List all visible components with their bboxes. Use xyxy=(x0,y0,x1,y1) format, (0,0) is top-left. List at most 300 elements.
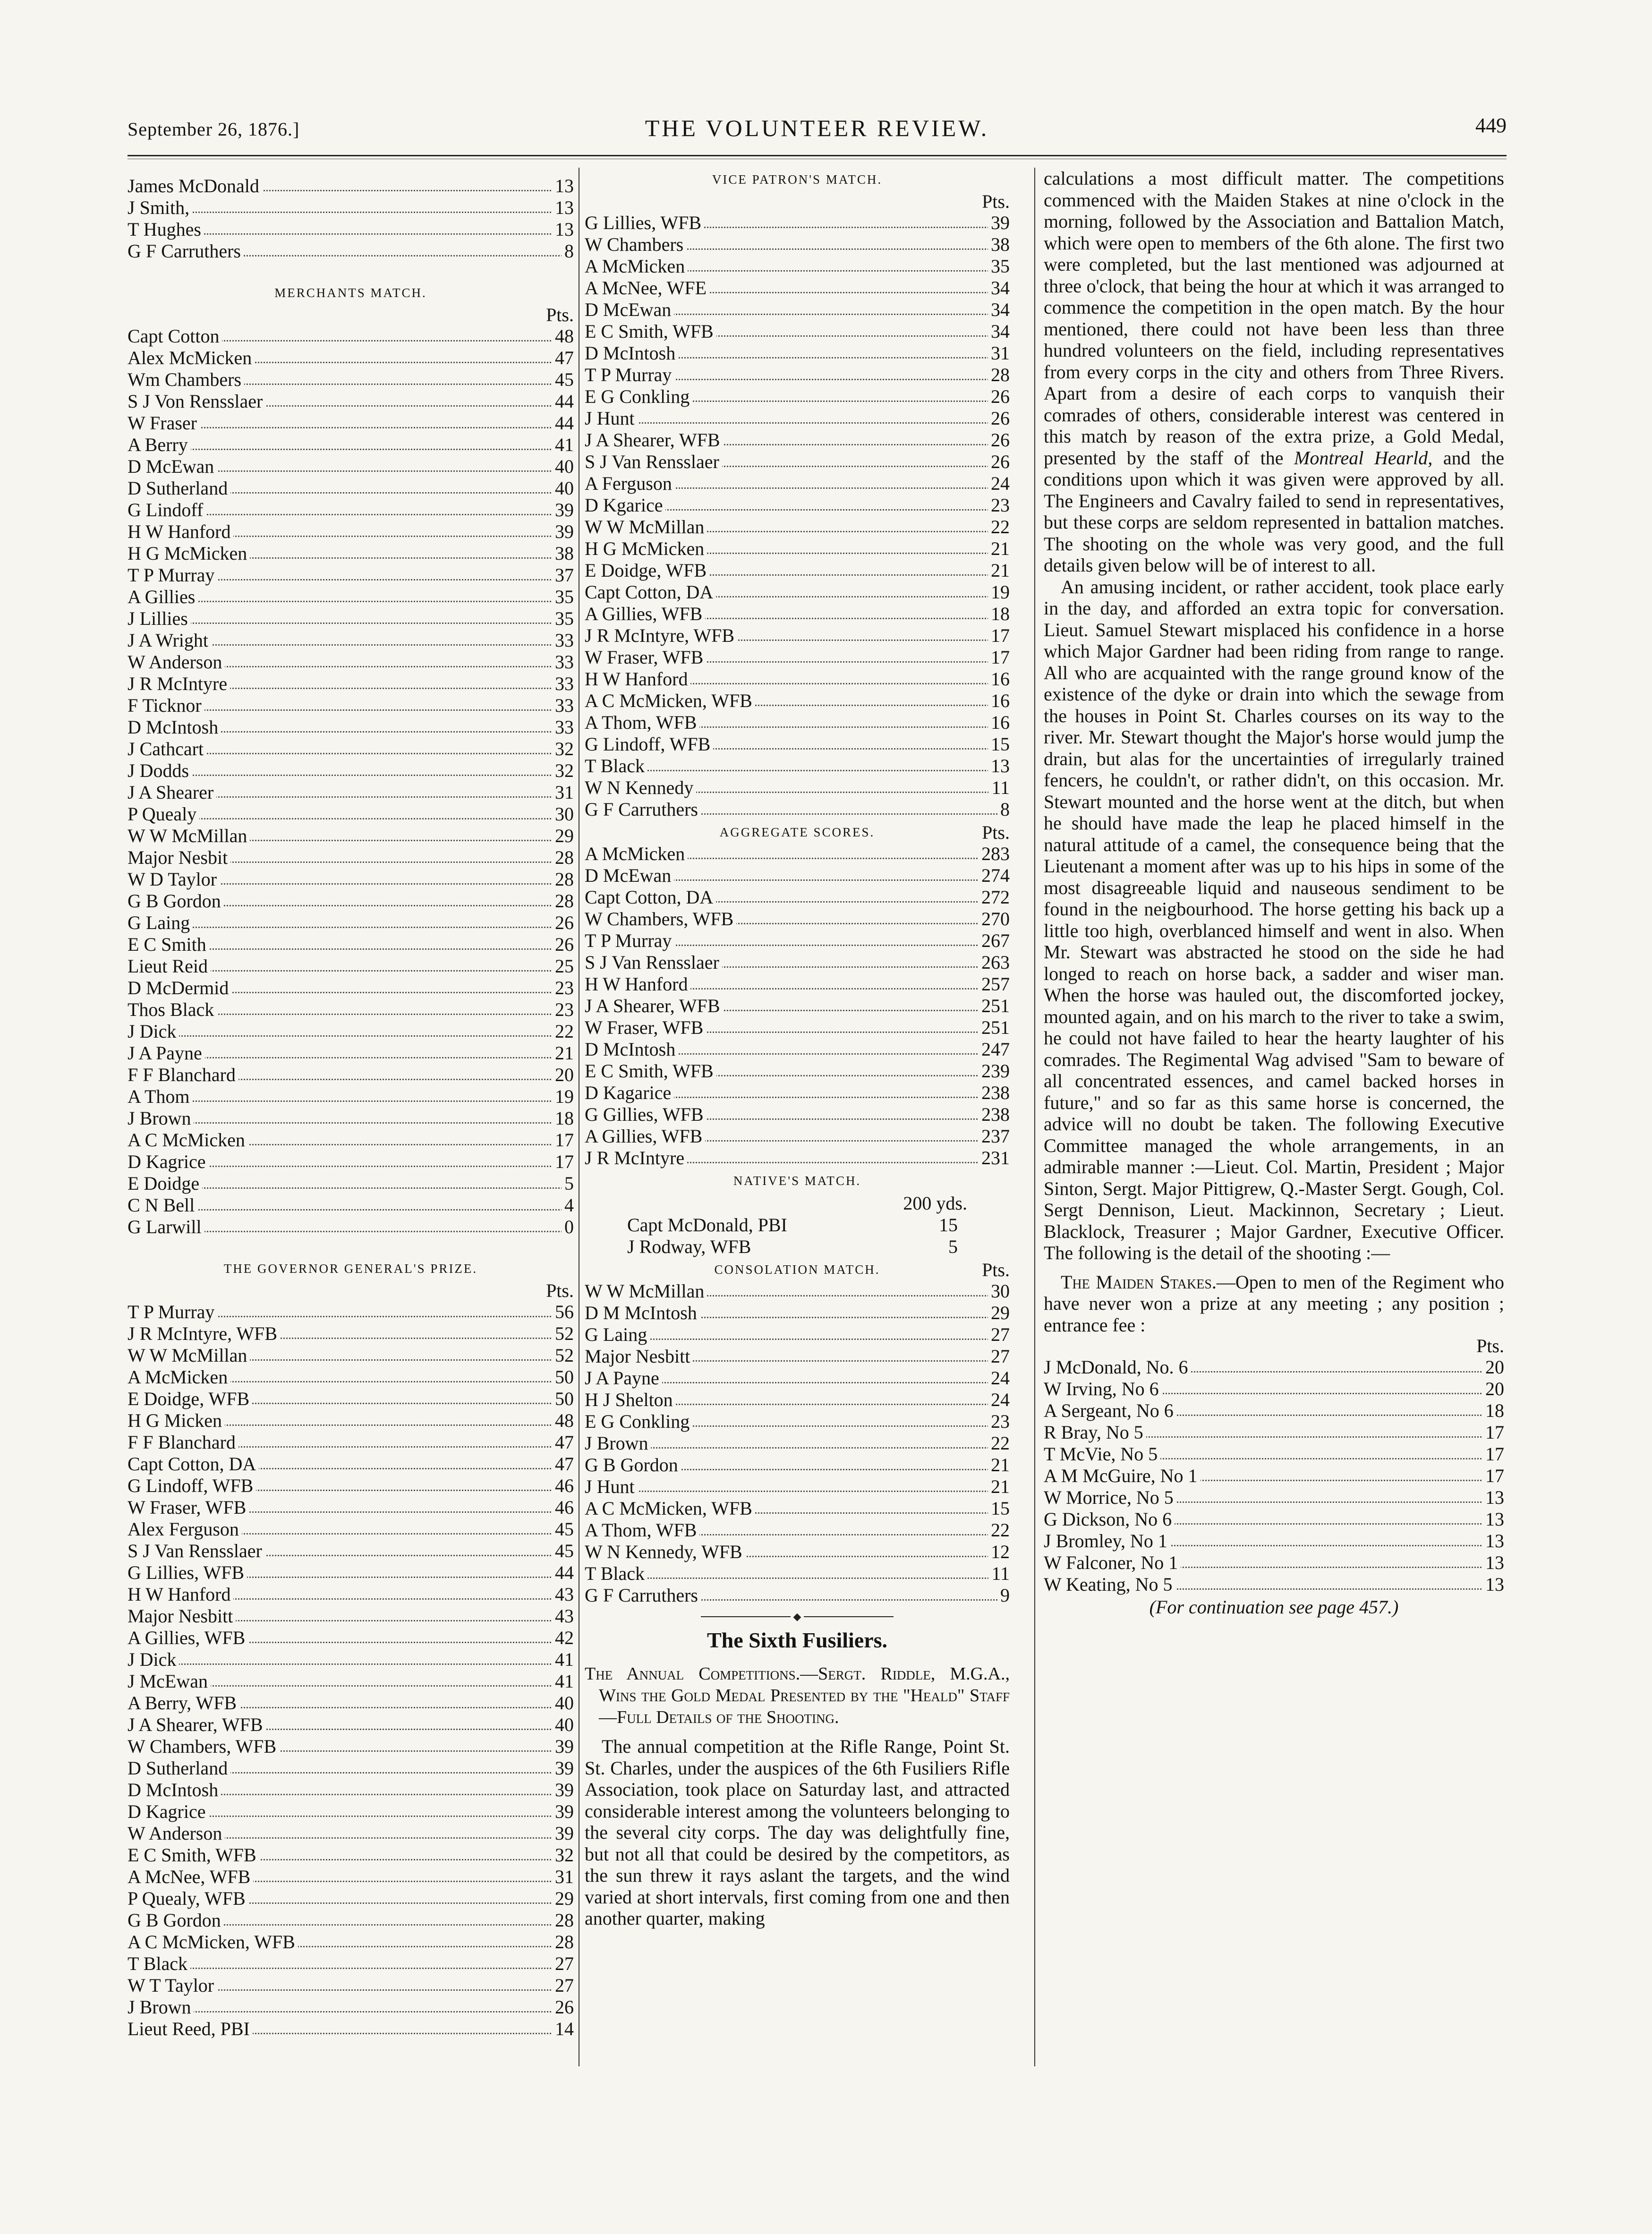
points-value: 34 xyxy=(988,321,1010,342)
score-row xyxy=(585,777,1010,799)
publication-title: THE VOLUNTEER REVIEW. xyxy=(645,115,989,141)
competitor-name: W Fraser, WFB xyxy=(585,1017,706,1038)
points-value: 20 xyxy=(1482,1378,1504,1400)
points-value: 263 xyxy=(979,952,1010,973)
score-row xyxy=(128,608,574,630)
points-value: 40 xyxy=(552,477,574,499)
score-row xyxy=(585,1389,1010,1411)
competitor-name: T P Murray xyxy=(128,564,217,586)
governor-generals-prize-table xyxy=(128,1301,574,2040)
governor-generals-prize-title: THE GOVERNOR GENERAL'S PRIZE. xyxy=(223,1262,478,1276)
score-row xyxy=(585,321,1010,342)
points-value: 238 xyxy=(979,1104,1010,1126)
score-row xyxy=(128,1323,574,1345)
competitor-name: Capt Cotton, DA xyxy=(585,581,716,603)
points-value: 35 xyxy=(988,256,1010,277)
column-right xyxy=(1044,168,1504,1619)
competitor-name: G Lindoff, WFB xyxy=(128,1475,256,1496)
score-row xyxy=(128,912,574,934)
score-row xyxy=(128,1953,574,1975)
points-value: 16 xyxy=(988,690,1010,712)
score-row xyxy=(128,240,574,262)
page-header xyxy=(128,114,1507,146)
score-row xyxy=(585,386,1010,408)
competitor-name: J A Wright xyxy=(128,630,211,651)
competitor-name: A Gillies, WFB xyxy=(128,1627,248,1648)
competitor-name: D McIntosh xyxy=(128,1779,221,1800)
score-row xyxy=(585,995,1010,1017)
competitor-name: D M McIntosh xyxy=(585,1302,700,1323)
points-header: Pts. xyxy=(1476,1335,1504,1356)
competitor-name: F F Blanchard xyxy=(128,1432,238,1453)
points-value: 46 xyxy=(552,1497,574,1518)
competitor-name: Major Nesbit xyxy=(128,847,230,868)
competitor-name: A Berry xyxy=(128,434,191,455)
score-row xyxy=(128,521,574,543)
competitor-name: G B Gordon xyxy=(128,1910,224,1931)
score-row xyxy=(128,456,574,477)
points-value: 22 xyxy=(988,516,1010,538)
competitor-name: J Brown xyxy=(128,1996,194,2018)
score-row xyxy=(128,1216,574,1238)
competitor-name: T P Murray xyxy=(585,364,674,385)
points-value: 43 xyxy=(552,1605,574,1627)
score-row xyxy=(585,1280,1010,1302)
score-row xyxy=(128,1714,574,1736)
points-value: 13 xyxy=(552,197,574,219)
points-value: 47 xyxy=(552,1432,574,1453)
score-row xyxy=(585,473,1010,495)
points-value: 24 xyxy=(988,1367,1010,1389)
competitor-name: G Laing xyxy=(128,912,193,933)
competitor-name: T Black xyxy=(585,755,647,776)
competitor-name: E Doidge, WFB xyxy=(128,1388,252,1409)
competitor-name: J R McIntyre xyxy=(128,673,230,694)
section-divider: ◆ xyxy=(585,1606,1010,1625)
points-value: 272 xyxy=(979,887,1010,908)
competitor-name: A Gillies xyxy=(128,586,198,607)
score-row xyxy=(128,1173,574,1194)
score-row xyxy=(585,538,1010,560)
competitor-name: W W McMillan xyxy=(128,825,250,846)
score-row xyxy=(585,1324,1010,1346)
competitor-name: D McIntosh xyxy=(128,716,221,738)
score-row xyxy=(585,560,1010,581)
competitor-name: Major Nesbitt xyxy=(128,1605,236,1627)
competitor-name: E Doidge xyxy=(128,1173,202,1194)
score-row xyxy=(585,1541,1010,1563)
points-value: 35 xyxy=(552,586,574,608)
competitor-name: T Black xyxy=(128,1953,190,1974)
score-row xyxy=(128,586,574,608)
competitor-name: J Lillies xyxy=(128,608,191,629)
points-value: 46 xyxy=(552,1475,574,1497)
competitor-name: H W Hanford xyxy=(128,1584,233,1605)
score-row xyxy=(585,1585,1010,1606)
score-row xyxy=(128,1584,574,1605)
points-value: 13 xyxy=(1482,1530,1504,1552)
points-value: 42 xyxy=(552,1627,574,1649)
score-row xyxy=(128,543,574,564)
points-value: 251 xyxy=(979,995,1010,1017)
score-row xyxy=(1044,1509,1504,1530)
score-row xyxy=(585,1346,1010,1367)
points-value: 5 xyxy=(562,1173,574,1194)
competitor-name: J Brown xyxy=(128,1108,194,1129)
points-value: 29 xyxy=(552,1888,574,1910)
competitor-name: D McIntosh xyxy=(585,1039,678,1060)
competitor-name: F F Blanchard xyxy=(128,1064,238,1085)
competitor-name: T P Murray xyxy=(585,930,674,951)
score-row xyxy=(585,516,1010,538)
competitor-name: J Brown xyxy=(585,1432,651,1454)
competitor-name: W Anderson xyxy=(128,651,225,673)
score-row xyxy=(1044,1356,1504,1378)
points-value: 19 xyxy=(552,1086,574,1108)
score-row xyxy=(128,1453,574,1475)
competitor-name: Lieut Reid xyxy=(128,955,211,977)
score-row xyxy=(128,738,574,760)
competitor-name: D Kagrice xyxy=(128,1801,208,1822)
competitor-name: J A Shearer, WFB xyxy=(585,429,723,451)
competitor-name: G B Gordon xyxy=(128,890,224,912)
competitor-name: G Lindoff, WFB xyxy=(585,733,713,755)
points-value: 41 xyxy=(552,1649,574,1671)
score-row xyxy=(585,256,1010,277)
competitor-name: S J Van Rensslaer xyxy=(585,451,722,472)
points-value: 32 xyxy=(552,738,574,760)
points-value: 237 xyxy=(979,1126,1010,1147)
competitor-name: D McIntosh xyxy=(585,342,678,364)
score-row xyxy=(128,999,574,1021)
competitor-name: H W Hanford xyxy=(585,973,690,995)
points-header: Pts. xyxy=(546,304,574,325)
score-row xyxy=(585,1476,1010,1498)
competitor-name: E C Smith, WFB xyxy=(128,1844,259,1866)
points-value: 12 xyxy=(988,1541,1010,1563)
competitor-name: Major Nesbitt xyxy=(585,1346,693,1367)
points-value: 28 xyxy=(552,869,574,890)
score-row xyxy=(585,364,1010,386)
points-value: 24 xyxy=(988,473,1010,495)
points-value: 26 xyxy=(988,451,1010,473)
consolation-match-table xyxy=(585,1280,1010,1606)
competitor-name: S J Von Rensslaer xyxy=(128,391,265,412)
competitor-name: J R McIntyre xyxy=(585,1147,687,1168)
competitor-name: D Kagarice xyxy=(585,1082,674,1103)
maiden-stakes-table xyxy=(1044,1356,1504,1595)
score-row xyxy=(128,1996,574,2018)
vice-patrons-match-table xyxy=(585,212,1010,820)
newspaper-name: Montreal Hearld, xyxy=(1294,447,1433,469)
points-value: 17 xyxy=(1482,1443,1504,1465)
score-row xyxy=(585,690,1010,712)
score-row xyxy=(1044,1574,1504,1595)
competitor-name: J R McIntyre, WFB xyxy=(585,625,737,646)
score-row xyxy=(128,1605,574,1627)
points-value: 9 xyxy=(997,1585,1010,1606)
consolation-match-title: CONSOLATION MATCH. xyxy=(714,1262,880,1277)
points-value: 283 xyxy=(979,843,1010,865)
points-value: 13 xyxy=(1482,1509,1504,1530)
competitor-name: J A Shearer, WFB xyxy=(585,995,723,1016)
competitor-name: Capt Cotton xyxy=(128,325,222,347)
score-row xyxy=(1044,1530,1504,1552)
score-row xyxy=(585,603,1010,625)
points-value: 34 xyxy=(988,277,1010,299)
score-row xyxy=(128,434,574,456)
competitor-name: A C McMicken, WFB xyxy=(128,1931,298,1953)
points-value: 251 xyxy=(979,1017,1010,1039)
competitor-name: J Dodds xyxy=(128,760,192,781)
competitor-name: E G Conkling xyxy=(585,386,692,407)
competitor-name: W N Kennedy xyxy=(585,777,696,798)
competitor-name: W W McMillan xyxy=(585,1280,707,1302)
points-value: 26 xyxy=(988,386,1010,408)
competitor-name: A Berry, WFB xyxy=(128,1692,239,1714)
competitor-name: Wm Chambers xyxy=(128,369,244,390)
vice-patrons-match-title: VICE PATRON'S MATCH. xyxy=(712,172,883,187)
points-value: 44 xyxy=(552,391,574,412)
competitor-name: G Lillies, WFB xyxy=(128,1562,247,1583)
score-row xyxy=(128,1366,574,1388)
score-row xyxy=(1044,1465,1504,1487)
competitor-name: W Fraser xyxy=(128,412,200,434)
competitor-name: J Bromley, No 1 xyxy=(1044,1530,1170,1552)
score-row xyxy=(128,1888,574,1910)
competitor-name: C N Bell xyxy=(128,1194,197,1216)
competitor-name: E C Smith, WFB xyxy=(585,321,716,342)
points-value: 239 xyxy=(979,1060,1010,1082)
points-value: 39 xyxy=(552,521,574,543)
score-row xyxy=(585,930,1010,952)
score-row xyxy=(128,1540,574,1562)
score-row xyxy=(128,1129,574,1151)
points-value: 20 xyxy=(552,1064,574,1086)
score-row xyxy=(585,755,1010,777)
competitor-name: E C Smith, WFB xyxy=(585,1060,716,1082)
competitor-name: T McVie, No 5 xyxy=(1044,1443,1160,1465)
points-value: 13 xyxy=(552,219,574,240)
competitor-name: F Ticknor xyxy=(128,695,204,716)
points-value: 39 xyxy=(552,1823,574,1844)
points-value: 28 xyxy=(552,1931,574,1953)
points-value: 28 xyxy=(988,364,1010,386)
points-value: 29 xyxy=(988,1302,1010,1324)
score-row xyxy=(128,1975,574,1996)
score-row xyxy=(585,1236,1010,1258)
score-row xyxy=(128,325,574,347)
points-header: Pts. xyxy=(982,822,1010,843)
score-row xyxy=(128,1757,574,1779)
competitor-name: H W Hanford xyxy=(585,668,690,690)
score-row xyxy=(585,973,1010,995)
competitor-name: T P Murray xyxy=(128,1301,217,1322)
points-value: 27 xyxy=(552,1953,574,1975)
points-value: 17 xyxy=(988,647,1010,668)
score-row xyxy=(128,1518,574,1540)
score-row xyxy=(585,1454,1010,1476)
score-row xyxy=(1044,1422,1504,1443)
points-value: 40 xyxy=(552,1692,574,1714)
points-value: 11 xyxy=(988,777,1010,799)
maiden-stakes-intro xyxy=(1044,1271,1504,1336)
score-row xyxy=(585,865,1010,887)
points-value: 18 xyxy=(552,1108,574,1129)
score-row xyxy=(128,219,574,240)
points-value: 27 xyxy=(988,1324,1010,1346)
competitor-name: G Lillies, WFB xyxy=(585,212,704,233)
score-row xyxy=(128,1692,574,1714)
competitor-name: J A Shearer xyxy=(128,782,216,803)
score-row xyxy=(128,347,574,369)
points-value: 50 xyxy=(552,1388,574,1410)
competitor-name: R Bray, No 5 xyxy=(1044,1422,1146,1443)
points-value: 21 xyxy=(988,538,1010,560)
competitor-name: A Sergeant, No 6 xyxy=(1044,1400,1176,1421)
maiden-stakes-text: —Open to men of the Regiment who have never won a prize at any meeting ; any position ; entrance fee : xyxy=(1044,1271,1504,1336)
score-row xyxy=(585,299,1010,321)
points-value: 30 xyxy=(988,1280,1010,1302)
competitor-name: J A Payne xyxy=(585,1367,662,1389)
score-row xyxy=(128,847,574,869)
points-value: 50 xyxy=(552,1366,574,1388)
score-row xyxy=(128,977,574,999)
points-value: 33 xyxy=(552,716,574,738)
competitor-name: D Kagrice xyxy=(128,1151,208,1172)
score-row xyxy=(128,1627,574,1649)
competitor-name: A McMicken xyxy=(585,256,688,277)
score-row xyxy=(585,1104,1010,1126)
score-row xyxy=(585,581,1010,603)
points-value: 238 xyxy=(979,1082,1010,1104)
competitor-name: D McEwan xyxy=(585,299,674,320)
points-value: 15 xyxy=(988,733,1010,755)
competitor-name: J Dick xyxy=(128,1649,179,1670)
competitor-name: J Dick xyxy=(128,1021,179,1042)
competitor-name: W Irving, No 6 xyxy=(1044,1378,1162,1399)
range-label: 200 yds. xyxy=(903,1193,967,1214)
competitor-name: T Hughes xyxy=(128,219,204,240)
aggregate-scores-title: AGGREGATE SCORES. xyxy=(719,825,875,839)
score-row xyxy=(128,1042,574,1064)
competitor-name: J McDonald, No. 6 xyxy=(1044,1356,1191,1378)
competitor-name: J Hunt xyxy=(585,1476,638,1497)
points-value: 24 xyxy=(988,1389,1010,1411)
points-value: 33 xyxy=(552,651,574,673)
points-value: 31 xyxy=(552,782,574,803)
points-value: 16 xyxy=(988,712,1010,733)
points-value: 39 xyxy=(552,1757,574,1779)
score-row xyxy=(128,1823,574,1844)
competitor-name: W Keating, No 5 xyxy=(1044,1574,1175,1595)
article-paragraph: The annual competition at the Rifle Range, Point St. St. Charles, under the auspices of the 6th Fusiliers Rifle Association, took place on Saturday last, and attracted considerable interest among the volunteers belonging to the several city corps. The day was delightfully fine, but not all that could be desired by the competitors, as the sun threw it rays aslant the targets, and the wind varied at short intervals, first coming from one and then another quarter, making xyxy=(585,1736,1010,1929)
competitor-name: A McMicken xyxy=(128,1366,230,1388)
points-value: 257 xyxy=(979,973,1010,995)
paragraph-text: calculations a most difficult matter. The competitions commenced with the Maiden Stakes at nine o'clock in the morning, followed by the Association and Battalion Match, which were open to members of the 6th alone. The first two were completed, but the last mentioned was adjourned at three o'clock, that being the hour at which it was arranged to commence the competition in the open match. By the hour mentioned, there could not have been less than three hundred volunteers on the field, including representatives from every corps in the city and others from Three Rivers. Apart from a desire of each corps to vanquish their comrades of others, considerable interest was centered in this match by reason of the extra prize, a Gold Medal, presented by the staff of the xyxy=(1044,168,1504,469)
competitor-name: Alex McMicken xyxy=(128,347,255,368)
header-rule xyxy=(128,155,1507,156)
score-row xyxy=(128,782,574,803)
score-row xyxy=(585,733,1010,755)
score-row xyxy=(128,1497,574,1518)
score-row xyxy=(128,1866,574,1888)
competitor-name: H G McMicken xyxy=(585,538,707,559)
points-value: 27 xyxy=(552,1975,574,1996)
score-row xyxy=(128,1910,574,1931)
points-value: 270 xyxy=(979,908,1010,930)
competitor-name: J Cathcart xyxy=(128,738,206,759)
score-row xyxy=(128,1844,574,1866)
points-value: 21 xyxy=(988,1476,1010,1498)
competitor-name: W N Kennedy, WFB xyxy=(585,1541,745,1562)
points-value: 37 xyxy=(552,564,574,586)
points-value: 39 xyxy=(552,1736,574,1757)
competitor-name: P Quealy xyxy=(128,803,199,825)
competitor-name: Capt Cotton, DA xyxy=(585,887,716,908)
competitor-name: T Black xyxy=(585,1563,647,1584)
points-value: 15 xyxy=(939,1214,958,1236)
competitor-name: W Morrice, No 5 xyxy=(1044,1487,1176,1508)
competitor-name: G F Carruthers xyxy=(128,240,244,262)
points-value: 41 xyxy=(552,1671,574,1692)
points-value: 25 xyxy=(552,955,574,977)
competitor-name: S J Van Rensslaer xyxy=(128,1540,265,1561)
points-value: 22 xyxy=(552,1021,574,1042)
score-row xyxy=(128,803,574,825)
competitor-name: E C Smith xyxy=(128,934,209,955)
score-row xyxy=(128,2018,574,2040)
score-row xyxy=(585,712,1010,733)
competitor-name: W D Taylor xyxy=(128,869,220,890)
page-number: 449 xyxy=(1475,114,1507,137)
points-value: 13 xyxy=(552,175,574,197)
competitor-name: J McEwan xyxy=(128,1671,211,1692)
competitor-name: H J Shelton xyxy=(585,1389,676,1410)
score-row xyxy=(128,630,574,651)
competitor-name: S J Van Rensslaer xyxy=(585,952,722,973)
points-value: 13 xyxy=(1482,1552,1504,1574)
score-row xyxy=(128,934,574,955)
points-value: 26 xyxy=(552,934,574,955)
points-value: 15 xyxy=(988,1498,1010,1519)
points-value: 48 xyxy=(552,1410,574,1432)
points-value: 18 xyxy=(988,603,1010,625)
score-row xyxy=(128,1086,574,1108)
points-value: 22 xyxy=(988,1432,1010,1454)
points-value: 27 xyxy=(988,1346,1010,1367)
article-title: The Sixth Fusiliers. xyxy=(707,1628,888,1652)
score-row xyxy=(128,1779,574,1801)
competitor-name: W Fraser, WFB xyxy=(585,647,706,668)
continued-scores-list xyxy=(128,175,574,262)
score-row xyxy=(585,1126,1010,1147)
points-value: 0 xyxy=(562,1216,574,1238)
points-value: 31 xyxy=(552,1866,574,1888)
competitor-name: A Thom xyxy=(128,1086,193,1107)
score-row xyxy=(128,1301,574,1323)
points-value: 33 xyxy=(552,630,574,651)
points-value: 17 xyxy=(988,625,1010,647)
competitor-name: J Rodway, WFB xyxy=(627,1236,751,1257)
points-header: Pts. xyxy=(982,191,1010,212)
points-value: 17 xyxy=(1482,1422,1504,1443)
competitor-name: J R McIntyre, WFB xyxy=(128,1323,280,1344)
score-row xyxy=(128,1108,574,1129)
competitor-name: A M McGuire, No 1 xyxy=(1044,1465,1201,1486)
score-row xyxy=(128,1931,574,1953)
points-value: 45 xyxy=(552,369,574,391)
